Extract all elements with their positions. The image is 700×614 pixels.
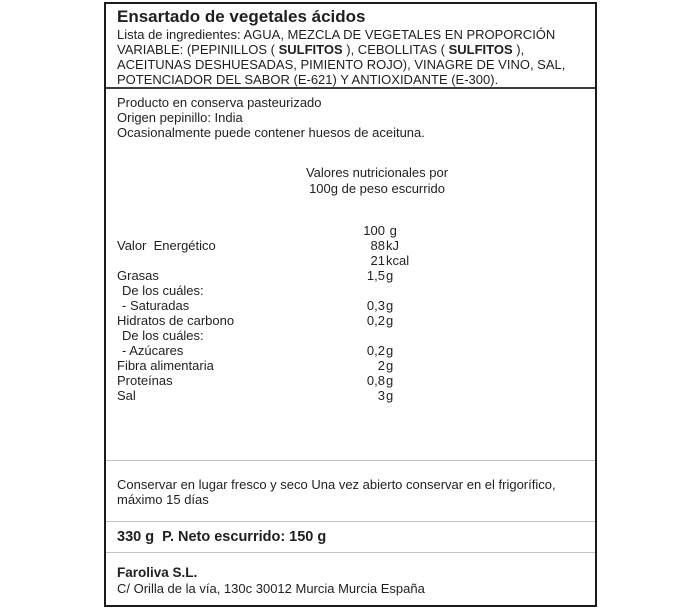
net-weight: 330 g P. Neto escurrido: 150 g — [117, 529, 327, 545]
nutrition-row-unit: g — [386, 223, 397, 238]
nutrition-heading — [217, 165, 537, 197]
nutrition-row — [117, 253, 569, 268]
nutrition-row-unit: g — [386, 358, 394, 373]
nutrition-row-label: De los cuáles: — [122, 328, 204, 343]
product-info-line: Ocasionalmente puede contener huesos de aceituna. — [117, 125, 425, 140]
storage-line: Conservar en lugar fresco y seco Una vez abierto conservar en el frigorífico, — [117, 477, 556, 492]
nutrition-row-value: 0,3 — [366, 298, 385, 313]
nutrition-heading-line1: Valores nutricionales por — [305, 165, 449, 180]
storage-instructions — [117, 477, 556, 507]
manufacturer-address: C/ Orilla de la vía, 130c 30012 Murcia Murcia España — [117, 581, 425, 596]
nutrition-row-unit: g — [386, 388, 394, 403]
nutrition-row-unit: g — [386, 268, 394, 283]
storage-line: máximo 15 días — [117, 492, 209, 507]
product-info-line: Origen pepinillo: India — [117, 110, 243, 125]
product-info — [117, 95, 425, 140]
nutrition-row-value — [307, 283, 385, 298]
nutrition-row-value: 3 — [377, 388, 385, 403]
nutrition-row-value: 2 — [377, 358, 385, 373]
product-info-line: Producto en conserva pasteurizado — [117, 95, 322, 110]
nutrition-row-label: Grasas — [117, 268, 159, 283]
ingredients-line: ACEITUNAS DESHUESADAS, PIMIENTO ROJO), VINAGRE DE VINO, SAL, — [117, 57, 566, 72]
nutrition-row — [117, 268, 569, 283]
nutrition-row — [117, 238, 569, 253]
nutrition-row — [117, 358, 569, 373]
section-divider-faint — [106, 460, 595, 461]
nutrition-row-label: De los cuáles: — [122, 283, 204, 298]
nutrition-row-value: 0,2 — [366, 343, 385, 358]
nutrition-row-unit: kcal — [386, 253, 410, 268]
nutrition-row-label: Hidratos de carbono — [117, 313, 235, 328]
nutrition-row-value: 1,5 — [366, 268, 385, 283]
product-title: Ensartado de vegetales ácidos — [117, 7, 366, 26]
nutrition-row-label: - Azúcares — [122, 343, 184, 358]
nutrition-row-unit: g — [386, 298, 394, 313]
nutrition-row — [117, 343, 569, 358]
nutrition-row-value: 100 — [363, 223, 385, 238]
nutrition-row — [117, 388, 569, 403]
ingredients-line: Lista de ingredientes: AGUA, MEZCLA DE VEGETALES EN PROPORCIÓN — [117, 27, 556, 42]
nutrition-row-label: Proteínas — [117, 373, 173, 388]
nutrition-row — [117, 373, 569, 388]
nutrition-row-value — [307, 328, 385, 343]
nutrition-row-label: - Saturadas — [122, 298, 190, 313]
nutrition-row-unit: g — [386, 313, 394, 328]
nutrition-row-value: 0,8 — [366, 373, 385, 388]
nutrition-row — [117, 313, 569, 328]
label-box — [104, 2, 597, 607]
nutrition-row — [117, 223, 569, 238]
nutrition-row-value: 0,2 — [366, 313, 385, 328]
ingredients-line: VARIABLE: (PEPINILLOS ( SULFITOS ), CEBOLLITAS ( SULFITOS ), — [117, 42, 525, 57]
nutrition-row-unit: kJ — [386, 238, 399, 253]
nutrition-row-label: Fibra alimentaria — [117, 358, 214, 373]
nutrition-heading-line2: 100g de peso escurrido — [309, 181, 445, 196]
nutrition-row-unit — [385, 283, 569, 298]
section-divider-dark — [106, 87, 595, 89]
nutrition-row-value: 88 — [370, 238, 385, 253]
nutrition-row-label: Sal — [117, 388, 136, 403]
nutrition-row — [117, 328, 569, 343]
ingredients-list — [117, 27, 565, 87]
nutrition-row-label — [117, 223, 307, 238]
nutrition-row-label — [117, 253, 307, 268]
section-divider-faint — [106, 552, 595, 553]
nutrition-row-unit — [385, 328, 569, 343]
section-divider-faint — [106, 521, 595, 522]
nutrition-row-label: Valor Energético — [117, 238, 216, 253]
nutrition-row-unit: g — [386, 343, 394, 358]
manufacturer-name: Faroliva S.L. — [117, 565, 198, 580]
nutrition-row-unit: g — [386, 373, 394, 388]
nutrition-row — [117, 298, 569, 313]
nutrition-table — [117, 223, 569, 403]
ingredients-line: POTENCIADOR DEL SABOR (E-621) Y ANTIOXIDANTE (E-300). — [117, 72, 499, 87]
nutrition-row-value: 21 — [370, 253, 385, 268]
nutrition-row — [117, 283, 569, 298]
